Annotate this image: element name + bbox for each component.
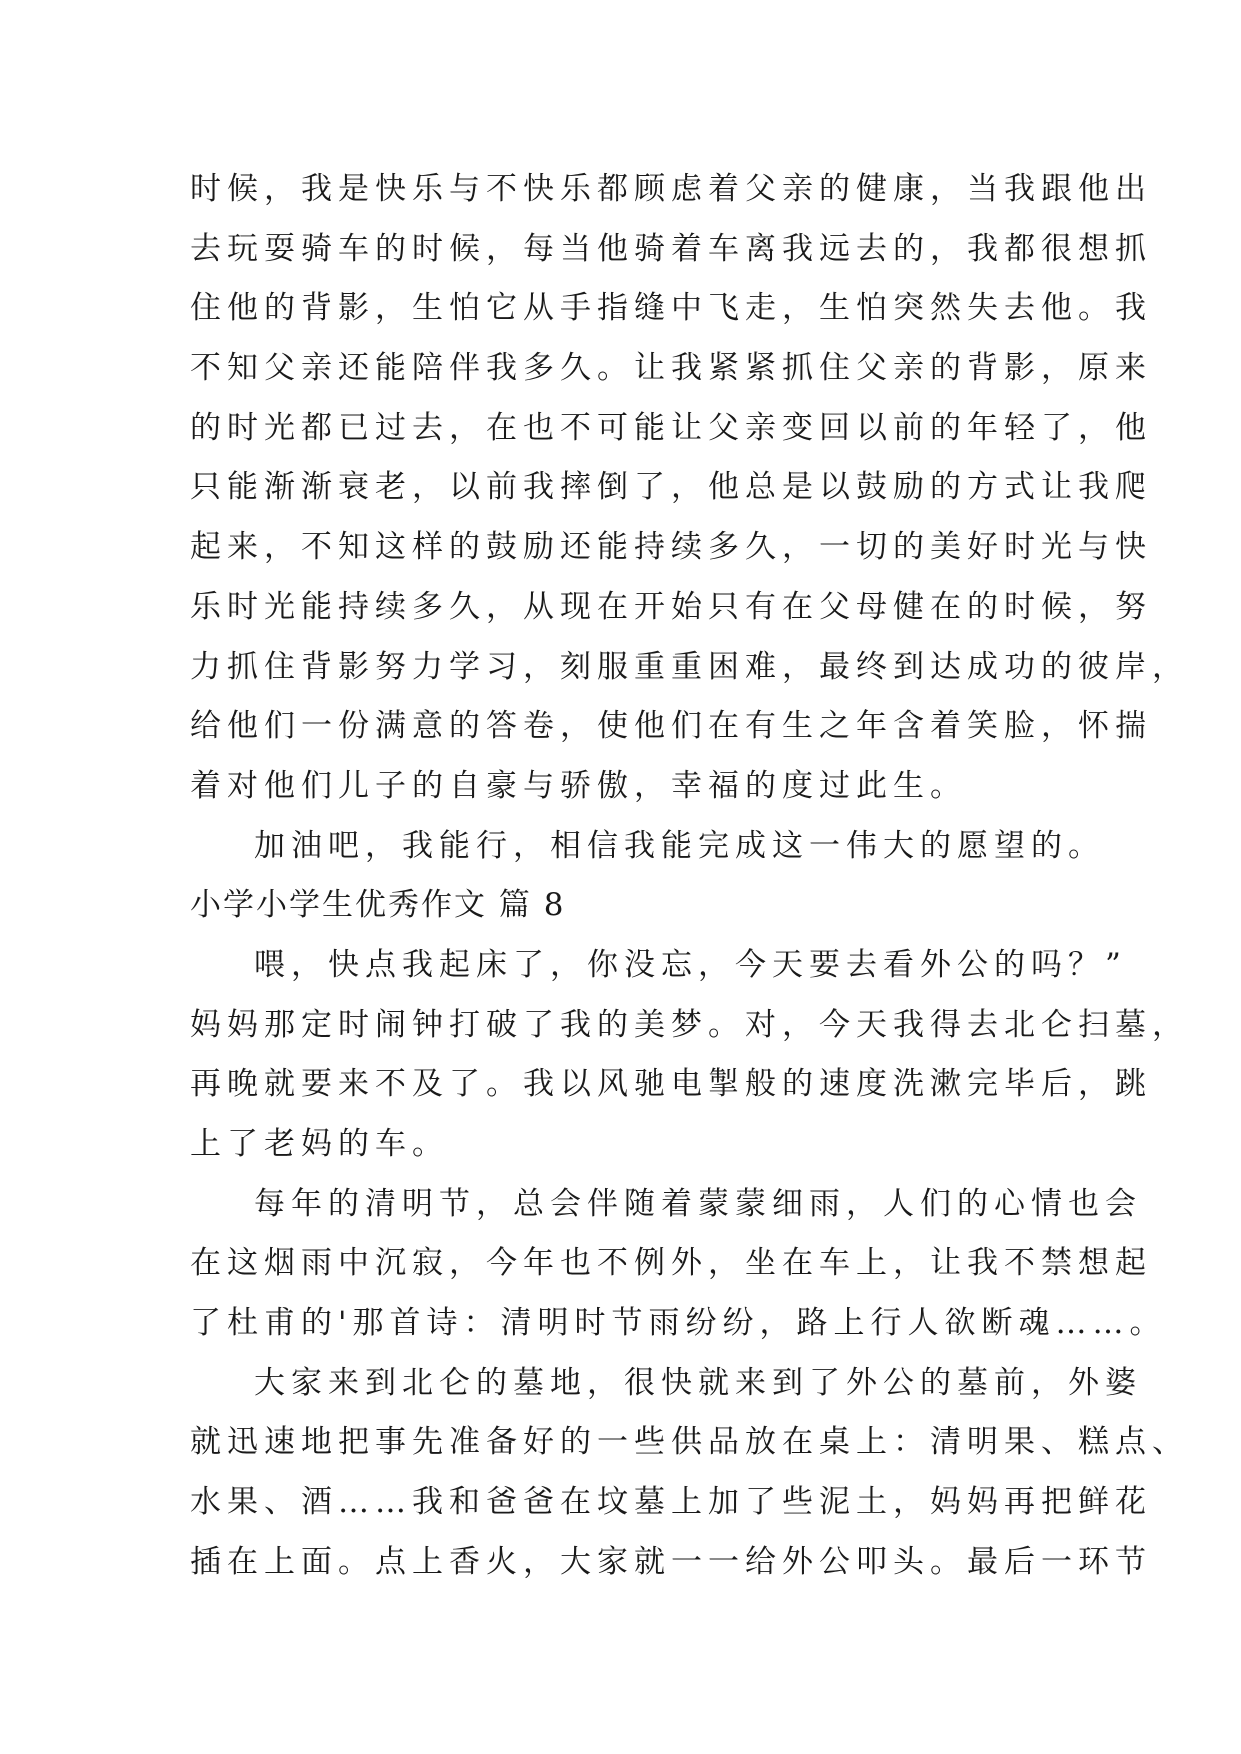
text-line: 时候，我是快乐与不快乐都顾虑着父亲的健康，当我跟他出	[190, 171, 1152, 207]
text-line: 插在上面。点上香火，大家就一一给外公叩头。最后一环节	[190, 1543, 1152, 1580]
text-line: 着对他们儿子的自豪与骄傲，幸福的度过此生。	[190, 767, 967, 804]
text-line: 住他的背影，生怕它从手指缝中飞走，生怕突然失去他。我	[190, 290, 1152, 327]
text-line: 只能渐渐衰老，以前我摔倒了，他总是以鼓励的方式让我爬	[190, 469, 1152, 506]
text-line: 不知父亲还能陪伴我多久。让我紧紧抓住父亲的背影，原来	[190, 350, 1152, 387]
essay-text-block	[190, 160, 1189, 1593]
text-line: 在这烟雨中沉寂，今年也不例外，坐在车上，让我不禁想起	[190, 1245, 1152, 1282]
text-line: 了杜甫的'那首诗：清明时节雨纷纷，路上行人欲断魂……。	[190, 1305, 1167, 1342]
text-line: 再晚就要来不及了。我以风驰电掣般的速度洗漱完毕后，跳	[190, 1066, 1152, 1103]
text-line: 水果、酒……我和爸爸在坟墓上加了些泥土，妈妈再把鲜花	[190, 1484, 1152, 1521]
text-line: 每年的清明节，总会伴随着蒙蒙细雨，人们的心情也会	[254, 1185, 1142, 1222]
text-line: 加油吧，我能行，相信我能完成这一伟大的愿望的。	[254, 827, 1105, 864]
text-line: 就迅速地把事先准备好的一些供品放在桌上：清明果、糕点、	[190, 1424, 1189, 1461]
text-line: 起来，不知这样的鼓励还能持续多久，一切的美好时光与快	[190, 529, 1152, 566]
text-line: 的时光都已过去，在也不可能让父亲变回以前的年轻了，他	[190, 409, 1152, 446]
section-heading: 小学小学生优秀作文 篇 8	[190, 887, 566, 924]
text-line: 给他们一份满意的答卷，使他们在有生之年含着笑脸，怀揣	[190, 708, 1152, 745]
text-line: 乐时光能持续多久，从现在开始只有在父母健在的时候，努	[190, 588, 1152, 625]
text-line: 妈妈那定时闹钟打破了我的美梦。对，今天我得去北仑扫墓，	[190, 1006, 1189, 1043]
text-line: 喂，快点我起床了，你没忘，今天要去看外公的吗？”	[254, 946, 1127, 983]
text-line: 力抓住背影努力学习，刻服重重困难，最终到达成功的彼岸，	[190, 648, 1189, 685]
text-line: 大家来到北仑的墓地，很快就来到了外公的墓前，外婆	[254, 1364, 1142, 1401]
text-line: 去玩耍骑车的时候，每当他骑着车离我远去的，我都很想抓	[190, 230, 1152, 267]
text-line: 上了老妈的车。	[190, 1126, 449, 1162]
